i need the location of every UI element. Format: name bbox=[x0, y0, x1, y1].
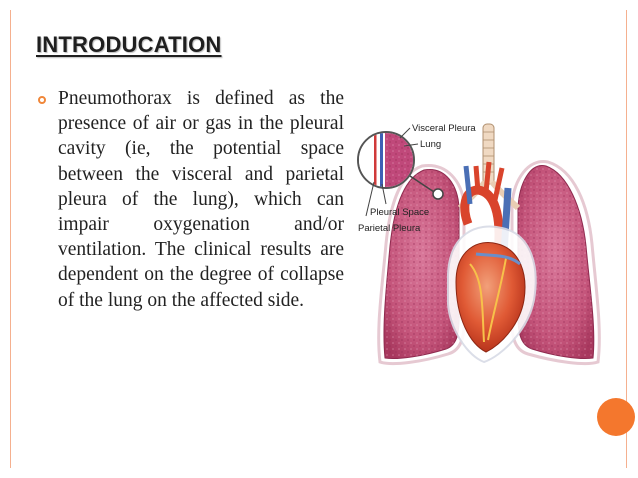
label-pleural-space: Pleural Space bbox=[370, 207, 430, 218]
bullet-ring-icon bbox=[38, 96, 46, 104]
magnified-inset bbox=[358, 132, 415, 188]
lung-anatomy-diagram bbox=[352, 104, 612, 386]
slide-frame-right bbox=[626, 10, 627, 468]
bullet-text: Pneumothorax is defined as the presence of air or gas in the pleural cavity (ie, the potential space between the visceral and parietal pleura of the lung), which can impair oxygenation and/or ventilation. The clinical results are dependent on the degree of collapse of the lung on the affected side. bbox=[58, 88, 344, 311]
label-lung: Lung bbox=[420, 139, 442, 150]
label-visceral-pleura: Visceral Pleura bbox=[412, 123, 476, 134]
decorative-orange-circle bbox=[597, 398, 635, 436]
label-parietal-pleura: Parietal Pleura bbox=[358, 223, 421, 234]
bullet-item bbox=[38, 86, 344, 313]
slide-title: INTRODUCATION bbox=[36, 32, 222, 57]
slide-frame-left bbox=[10, 10, 11, 468]
